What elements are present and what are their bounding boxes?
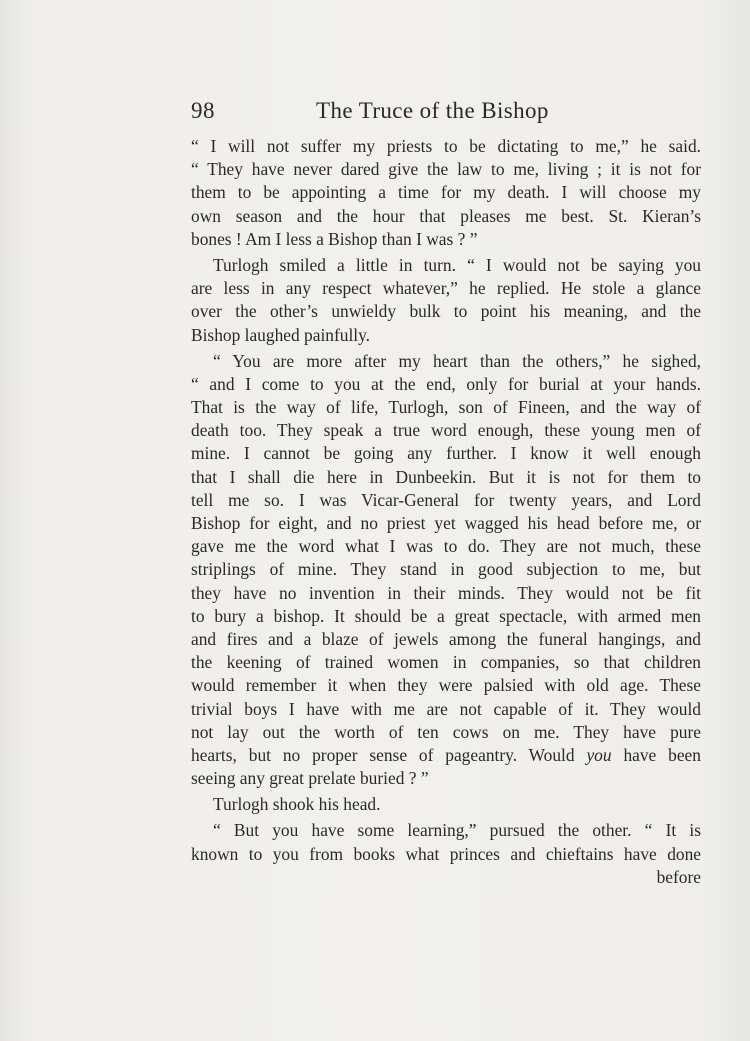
text-line: known to you from books what princes and chieftains have done xyxy=(191,843,701,864)
text-line: are less in any respect whatever,” he replied. He stole a glance xyxy=(191,278,701,299)
text-line: trivial boys I have with me are not capable of it. They would xyxy=(191,698,701,719)
running-title: The Truce of the Bishop xyxy=(316,98,549,123)
text-line-with-italic xyxy=(191,744,701,767)
text-line: “ and I come to you at the end, only for burial at your hands. xyxy=(191,373,701,394)
text-line: Bishop for eight, and no priest yet wagged his head before me, or xyxy=(191,513,701,533)
text-line: they have no invention in their minds. They would not be fit xyxy=(191,582,701,603)
text-line: and fires and a blaze of jewels among the funeral hangings, and xyxy=(191,628,701,649)
text-line: “ But you have some learning,” pursued the other. “ It is xyxy=(213,820,701,841)
text-line: that I shall die here in Dunbeekin. But it is not for them to xyxy=(191,466,701,487)
text-line: gave me the word what I was to do. They are not much, these xyxy=(191,536,701,557)
text-line: the keening of trained women in companies, so that children xyxy=(191,652,701,673)
text-line: mine. I cannot be going any further. I know it well enough xyxy=(191,443,701,464)
text-line: “ They have never dared give the law to me, living ; it is not for xyxy=(191,159,701,180)
text-line: not lay out the worth of ten cows on me. They have pure xyxy=(191,721,701,742)
catchword: before xyxy=(656,866,701,887)
text-line: death too. They speak a true word enough, these young men of xyxy=(191,420,701,441)
text-line: would remember it when they were palsied with old age. These xyxy=(191,675,701,696)
page-number: 98 xyxy=(191,98,215,123)
text-line: bones ! Am I less a Bishop than I was ? ” xyxy=(191,228,478,249)
italic-word: you xyxy=(586,744,612,765)
text-fragment: hearts, but no proper sense of pageantry. Would xyxy=(191,744,575,765)
text-line: over the other’s unwieldy bulk to point his meaning, and the xyxy=(191,301,701,322)
text-line: Turlogh smiled a little in turn. “ I would not be saying you xyxy=(213,254,701,275)
text-line: That is the way of life, Turlogh, son of Fineen, and the way of xyxy=(191,397,701,418)
text-line: to bury a bishop. It should be a great spectacle, with armed men xyxy=(191,605,701,626)
text-line: Turlogh shook his head. xyxy=(213,794,381,815)
text-fragment: have been xyxy=(623,744,701,765)
text-line: tell me so. I was Vicar-General for twenty years, and Lord xyxy=(191,489,701,510)
text-line: seeing any great prelate buried ? ” xyxy=(191,768,429,789)
body-text xyxy=(191,135,701,889)
text-line: “ You are more after my heart than the others,” he sighed, xyxy=(213,350,701,371)
text-line: striplings of mine. They stand in good subjection to me, but xyxy=(191,559,701,580)
text-line: Bishop laughed painfully. xyxy=(191,324,371,345)
page-header xyxy=(191,96,701,130)
text-line: “ I will not suffer my priests to be dictating to me,” he said. xyxy=(191,136,701,156)
text-line: them to be appointing a time for my death. I will choose my xyxy=(191,182,701,203)
text-line: own season and the hour that pleases me best. St. Kieran’s xyxy=(191,205,701,226)
